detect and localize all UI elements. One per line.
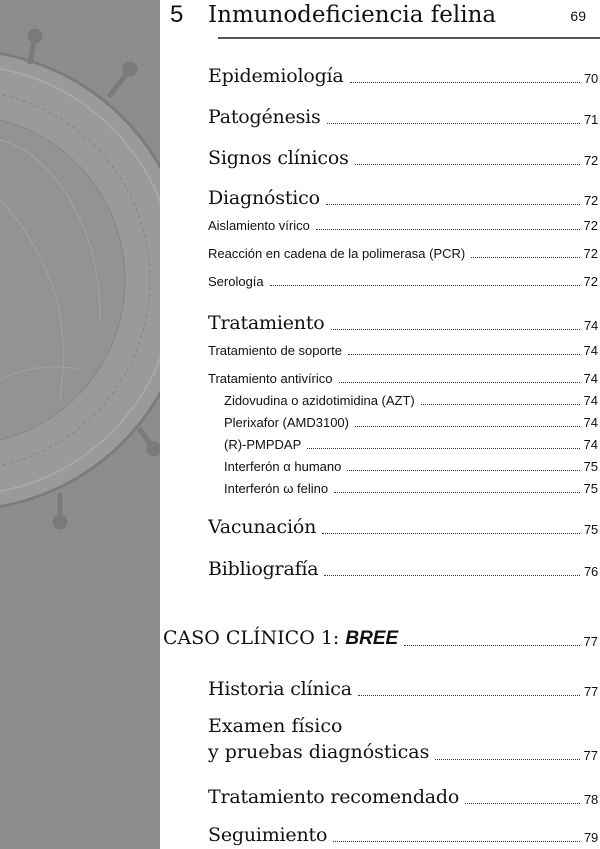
decorative-sidebar bbox=[0, 0, 160, 849]
dot-leader bbox=[471, 257, 579, 258]
toc-entry-label: Diagnóstico bbox=[208, 187, 320, 209]
toc-entry-page: 77 bbox=[583, 634, 598, 649]
toc-entry-label: Tratamiento antivírico bbox=[208, 371, 333, 386]
dot-leader bbox=[331, 329, 580, 330]
toc-entry-label: Tratamiento de soporte bbox=[208, 343, 342, 358]
toc-entry-page: 76 bbox=[583, 564, 598, 579]
dot-leader bbox=[355, 164, 580, 165]
toc-entry-label: Interferón α humano bbox=[224, 459, 342, 474]
toc-entry-page: 74 bbox=[583, 318, 598, 333]
toc-entry-label: Epidemiología bbox=[208, 65, 344, 87]
toc-entry-label: Serología bbox=[208, 274, 264, 289]
toc-entry-label: Tratamiento recomendado bbox=[208, 786, 460, 808]
toc-entry-serologia[interactable] bbox=[208, 273, 598, 291]
dot-leader bbox=[333, 841, 580, 842]
toc-entry-label: Reacción en cadena de la polimerasa (PCR) bbox=[208, 246, 466, 261]
toc-entry-page: 79 bbox=[583, 830, 598, 845]
toc-entry-page: 74 bbox=[583, 437, 598, 452]
toc-entry-bibliografia[interactable] bbox=[208, 557, 598, 581]
toc-entry-tratamiento-recomendado[interactable] bbox=[208, 785, 598, 809]
chapter-title: Inmunodeficiencia felina bbox=[208, 2, 497, 28]
dot-leader bbox=[348, 354, 580, 355]
toc-entry-zidovudina[interactable] bbox=[224, 392, 598, 410]
toc-entry-page: 72 bbox=[583, 153, 598, 168]
case-prefix: CASO CLÍNICO 1: bbox=[163, 627, 340, 649]
case-title bbox=[163, 626, 398, 651]
dot-leader bbox=[334, 492, 579, 493]
toc-entry-page: 75 bbox=[583, 481, 598, 496]
toc-entry-interferon-alfa[interactable] bbox=[224, 458, 598, 476]
toc-entry-label: Seguimiento bbox=[208, 824, 328, 846]
toc-entry-tratamiento-antivirico[interactable] bbox=[208, 370, 598, 388]
toc-entry-seguimiento[interactable] bbox=[208, 823, 598, 847]
toc-entry-page: 72 bbox=[583, 274, 598, 289]
dot-leader bbox=[339, 382, 580, 383]
chapter-number: 5 bbox=[170, 1, 184, 28]
toc-entry-pcr[interactable] bbox=[208, 245, 598, 263]
toc-entry-tratamiento[interactable] bbox=[208, 311, 598, 335]
chapter-page-number: 69 bbox=[570, 8, 586, 24]
dot-leader bbox=[316, 229, 580, 230]
toc-entry-label: Plerixafor (AMD3100) bbox=[224, 415, 349, 430]
dot-leader bbox=[404, 645, 579, 646]
toc-entry-page: 72 bbox=[583, 246, 598, 261]
dot-leader bbox=[355, 426, 580, 427]
toc-entry-page: 74 bbox=[583, 371, 598, 386]
toc-entry-tratamiento-soporte[interactable] bbox=[208, 342, 598, 360]
toc-entry-vacunacion[interactable] bbox=[208, 515, 598, 539]
toc-entry-interferon-omega[interactable] bbox=[224, 480, 598, 498]
toc-entry-examen-fisico[interactable] bbox=[208, 713, 598, 765]
toc-entry-page: 72 bbox=[583, 218, 598, 233]
dot-leader bbox=[465, 803, 580, 804]
case-patient-name: BREE bbox=[345, 628, 399, 649]
toc-entry-label-line2: y pruebas diagnósticas bbox=[208, 741, 430, 763]
toc-entry-signos-clinicos[interactable] bbox=[208, 146, 598, 170]
toc-entry-label: Bibliografía bbox=[208, 558, 319, 580]
dot-leader bbox=[421, 404, 580, 405]
toc-entry-label: Historia clínica bbox=[208, 678, 352, 700]
toc-entry-label: Aislamiento vírico bbox=[208, 218, 310, 233]
dot-leader bbox=[322, 533, 580, 534]
toc-entry-pmpdap[interactable] bbox=[224, 436, 598, 454]
toc-entry-page: 77 bbox=[583, 684, 598, 699]
toc-entry-label: Signos clínicos bbox=[208, 147, 349, 169]
toc-entry-page: 72 bbox=[583, 193, 598, 208]
virus-illustration bbox=[0, 0, 160, 849]
toc-entry-patogenesis[interactable] bbox=[208, 105, 598, 129]
toc-entry-line2 bbox=[208, 739, 598, 765]
toc-entry-caso-clinico[interactable] bbox=[163, 626, 598, 651]
toc-entry-page: 74 bbox=[583, 343, 598, 358]
toc-entry-page: 78 bbox=[583, 792, 598, 807]
chapter-header bbox=[170, 0, 600, 34]
dot-leader bbox=[435, 759, 579, 760]
toc-entry-label: Interferón ω felino bbox=[224, 481, 329, 496]
dot-leader bbox=[326, 204, 580, 205]
toc-entry-page: 74 bbox=[583, 393, 598, 408]
toc-entry-page: 74 bbox=[583, 415, 598, 430]
dot-leader bbox=[358, 695, 580, 696]
toc-entry-page: 70 bbox=[583, 71, 598, 86]
toc-entry-epidemiologia[interactable] bbox=[208, 64, 598, 88]
chapter-divider bbox=[218, 37, 600, 39]
dot-leader bbox=[307, 448, 579, 449]
dot-leader bbox=[347, 470, 579, 471]
dot-leader bbox=[350, 82, 580, 83]
toc-entry-label: Tratamiento bbox=[208, 312, 325, 334]
toc-entry-page: 77 bbox=[583, 748, 598, 763]
toc-entry-plerixafor[interactable] bbox=[224, 414, 598, 432]
dot-leader bbox=[270, 285, 580, 286]
toc-entry-historia-clinica[interactable] bbox=[208, 677, 598, 701]
toc-entry-label-line1: Examen físico bbox=[208, 715, 343, 737]
toc-entry-label: Zidovudina o azidotimidina (AZT) bbox=[224, 393, 415, 408]
toc-entry-page: 71 bbox=[583, 112, 598, 127]
toc-entry-label: Vacunación bbox=[208, 516, 317, 538]
toc-entry-label: (R)-PMPDAP bbox=[224, 437, 302, 452]
dot-leader bbox=[324, 575, 580, 576]
toc-entry-page: 75 bbox=[583, 522, 598, 537]
toc-entry-page: 75 bbox=[583, 459, 598, 474]
toc-entry-diagnostico[interactable] bbox=[208, 186, 598, 210]
toc-entry-label: Patogénesis bbox=[208, 106, 321, 128]
dot-leader bbox=[327, 123, 580, 124]
toc-entry-aislamiento-virico[interactable] bbox=[208, 217, 598, 235]
